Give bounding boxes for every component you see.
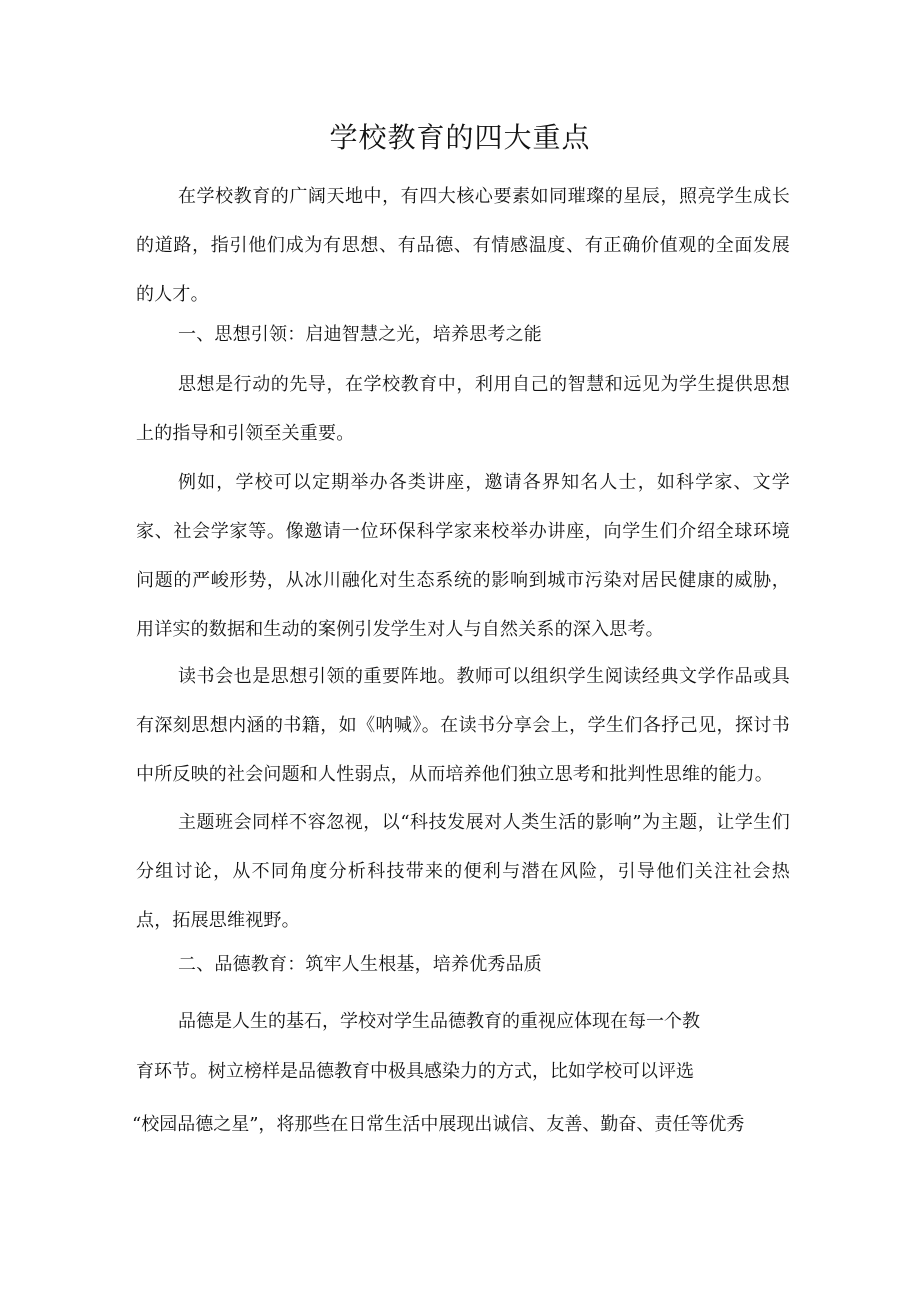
paragraph-thought-intro: 思想是行动的先导，在学校教育中，利用自己的智慧和远见为学生提供思想上的指导和引领至关重要。 <box>136 374 790 444</box>
intro-paragraph: 在学校教育的广阔天地中，有四大核心要素如同璀璨的星辰，照亮学生成长的道路，指引他们成为有思想、有品德、有情感温度、有正确价值观的全面发展的人才。 <box>136 186 790 305</box>
paragraph-class-meeting: 主题班会同样不容忽视，以“科技发展对人类生活的影响”为主题，让学生们分组讨论，从不同角度分析科技带来的便利与潜在风险，引导他们关注社会热点，拓展思维视野。 <box>136 812 790 931</box>
document-title: 学校教育的四大重点 <box>329 121 591 154</box>
paragraph-reading-club: 读书会也是思想引领的重要阵地。教师可以组织学生阅读经典文学作品或具有深刻思想内涵的书籍，如《呐喊》。在读书分享会上，学生们各抒己见，探讨书中所反映的社会问题和人性弱点，从而培养他们独立思考和批判性思维的能力。 <box>136 666 790 785</box>
section-heading-morality: 二、品德教育：筑牢人生根基，培养优秀品质 <box>178 954 542 975</box>
section-heading-thought: 一、思想引领：启迪智慧之光，培养思考之能 <box>178 324 542 345</box>
paragraph-lectures: 例如，学校可以定期举办各类讲座，邀请各界知名人士，如科学家、文学家、社会学家等。像邀请一位环保科学家来校举办讲座，向学生们介绍全球环境问题的严峻形势，从冰川融化对生态系统的影响到城市污染对居民健康的威胁，用详实的数据和生动的案例引发学生对人与自然关系的深入思考。 <box>136 472 790 640</box>
morality-line-1: 品德是人生的基石，学校对学生品德教育的重视应体现在每一个教 <box>178 1011 700 1032</box>
morality-line-3: “校园品德之星”，将那些在日常生活中展现出诚信、友善、勤奋、责任等优秀 <box>132 1114 745 1135</box>
morality-line-2: 育环节。树立榜样是品德教育中极具感染力的方式，比如学校可以评选 <box>136 1061 694 1082</box>
